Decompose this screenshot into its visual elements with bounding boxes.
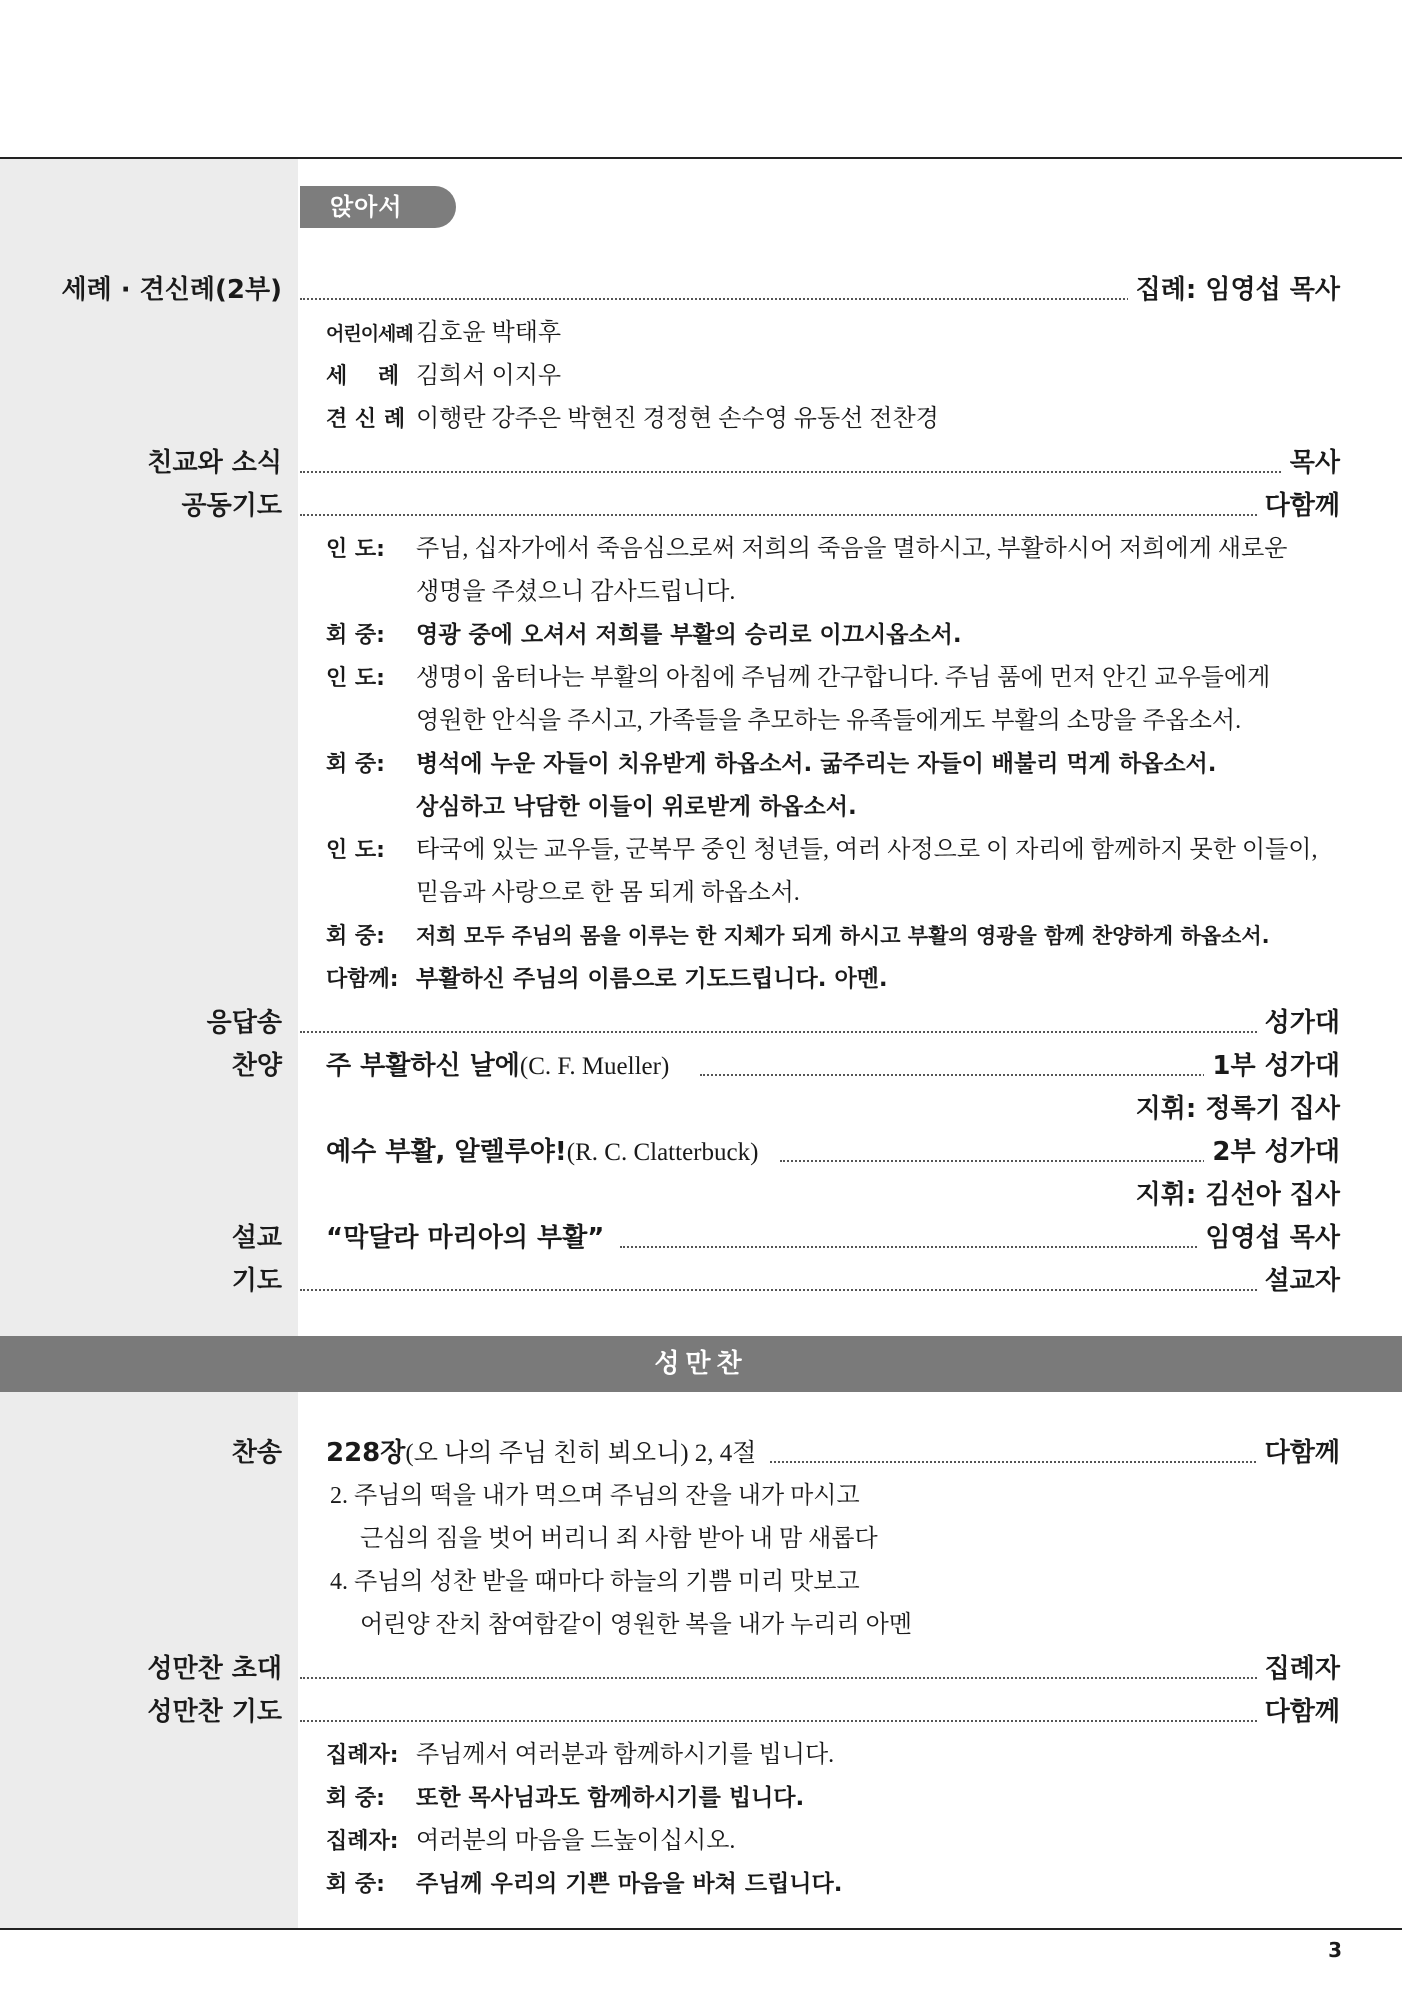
conductor-text: 지휘: 정록기 집사 [1128,1089,1340,1129]
litany-line [326,960,888,999]
line-speaker: 견 신 례 [326,407,406,432]
line-speaker: 집례자: [326,1829,399,1854]
row-right: 1부 성가대 [1204,1046,1340,1086]
leader-dots [300,1720,1300,1722]
line-text: 주님께 우리의 기쁜 마음을 바쳐 드립니다. [416,1871,843,1897]
row-right: 집례자 [1257,1649,1340,1689]
leader-dots [300,471,1300,473]
anthem-conductor [0,1089,1402,1129]
line-text: 부활하신 주님의 이름으로 기도드립니다. 아멘. [416,966,888,992]
litany-line [416,788,857,826]
row-label: 친교와 소식 [147,448,282,478]
line-text: 영광 중에 오셔서 저희를 부활의 승리로 이끄시옵소서. [416,622,962,648]
row-label: 세례 · 견신례(2부) [61,275,282,305]
litany-line [326,530,1287,569]
row-right: 집례: 임영섭 목사 [1128,270,1340,310]
line-speaker: 인 도: [326,537,385,562]
line-text: 여러분의 마음을 드높이십시오. [416,1828,736,1854]
conductor-text: 지휘: 김선아 집사 [1128,1175,1340,1215]
line-text: 김호윤 박태후 [416,320,562,346]
baptism-line [326,357,561,396]
order-row-anthem [0,1046,1402,1086]
section-pill: 앉아서 [300,186,456,228]
line-text: 믿음과 사랑으로 한 몸 되게 하옵소서. [416,880,800,906]
line-text: 상심하고 낙담한 이들이 위로받게 하옵소서. [416,794,857,820]
row-label: 설교 [231,1223,282,1253]
line-speaker: 인 도: [326,666,385,691]
line-speaker: 다함께: [326,967,399,992]
litany-line [326,659,1270,698]
hymn-title: 228장(오 나의 주님 친히 뵈오니) 2, 4절 [326,1433,766,1474]
row-right: 임영섭 목사 [1197,1218,1340,1258]
row-right: 다함께 [1257,1692,1340,1732]
order-row-hymn [0,1433,1402,1473]
line-text: 생명이 움터나는 부활의 아침에 주님께 간구합니다. 주님 품에 먼저 안긴 교우들에게 [416,665,1271,691]
line-text: 또한 목사님과도 함께하시기를 빕니다. [416,1785,805,1811]
line-speaker: 회 중: [326,1786,385,1811]
row-right: 성가대 [1257,1003,1340,1043]
line-speaker: 어린이세례 [326,323,413,345]
line-speaker: 회 중: [326,752,385,777]
order-row-fellowship [0,443,1402,483]
litany-line [416,573,735,611]
row-label: 기도 [231,1266,282,1296]
anthem-title: 예수 부활, 알렐루야!(R. C. Clatterbuck) [326,1132,768,1173]
hymn-verse-line: 2. 주님의 떡을 내가 먹으며 주님의 잔을 내가 마시고 [330,1483,860,1509]
litany-line [326,616,962,655]
communion-section-band: 성만찬 [0,1336,1402,1392]
line-text: 영원한 안식을 주시고, 가족들을 추모하는 유족들에게도 부활의 소망을 주옵소서. [416,708,1242,734]
line-speaker: 세 례 [326,364,400,389]
row-right: 목사 [1282,443,1340,483]
line-text: 저희 모두 주님의 몸을 이루는 한 지체가 되게 하시고 부활의 영광을 함께 찬양하게 하옵소서. [416,924,1270,948]
order-row-communion-invite [0,1649,1402,1689]
sermon-title: “막달라 마리아의 부활” [326,1218,614,1258]
line-speaker: 인 도: [326,838,385,863]
row-label: 성만찬 초대 [147,1654,282,1684]
baptism-line [326,314,561,353]
order-row-prayer2 [0,1261,1402,1301]
line-text: 김희서 이지우 [416,363,562,389]
baptism-line [326,400,939,439]
leader-dots [300,1031,1300,1033]
line-speaker: 집례자: [326,1743,399,1768]
line-text: 주님께서 여러분과 함께하시기를 빕니다. [416,1742,835,1768]
row-right: 2부 성가대 [1204,1132,1340,1172]
leader-dots [770,1461,1300,1463]
page-number: 3 [1328,1938,1342,1962]
hymn-verse-line: 4. 주님의 성찬 받을 때마다 하늘의 기쁨 미리 맛보고 [330,1569,860,1595]
order-row-communion-prayer [0,1692,1402,1732]
line-speaker: 회 중: [326,623,385,648]
row-label: 찬양 [231,1051,282,1081]
leader-dots [300,1289,1300,1291]
litany-line [416,874,800,912]
litany-line [416,702,1241,740]
line-text: 병석에 누운 자들이 치유받게 하옵소서. 굶주리는 자들이 배불리 먹게 하옵소서. [416,751,1217,777]
row-right: 다함께 [1257,486,1340,526]
order-row-prayer [0,486,1402,526]
row-label: 공동기도 [181,491,282,521]
line-speaker: 회 중: [326,924,385,949]
line-speaker: 회 중: [326,1872,385,1897]
leader-dots [300,514,1300,516]
order-row-response [0,1003,1402,1043]
order-row-anthem-2 [0,1132,1402,1172]
anthem-title: 주 부활하신 날에(C. F. Mueller) [326,1046,679,1087]
line-text: 이행란 강주은 박현진 경정현 손수영 유동선 전찬경 [416,406,939,432]
row-label: 응답송 [206,1008,282,1038]
hymn-verse-line: 근심의 짐을 벗어 버리니 죄 사함 받아 내 맘 새롭다 [360,1526,878,1552]
hymn-verse-line: 어린양 잔치 참여함같이 영원한 복을 내가 누리리 아멘 [360,1612,913,1638]
line-text: 타국에 있는 교우들, 군복무 중인 청년들, 여러 사정으로 이 자리에 함께하지 못한 이들이, [416,837,1318,863]
dialogue-line [326,1822,735,1861]
row-right: 다함께 [1257,1433,1340,1473]
litany-line [326,917,1270,956]
order-row-sermon [0,1218,1402,1258]
line-text: 생명을 주셨으니 감사드립니다. [416,579,736,605]
leader-dots [300,1677,1300,1679]
row-right: 설교자 [1257,1261,1340,1301]
row-label: 찬송 [231,1438,282,1468]
litany-line [326,831,1317,870]
order-row-baptism [0,270,1402,310]
line-text: 주님, 십자가에서 죽음심으로써 저희의 죽음을 멸하시고, 부활하시어 저희에게 새로운 [416,536,1288,562]
litany-line [326,745,1217,784]
dialogue-line [326,1779,804,1818]
bottom-rule [0,1928,1402,1930]
dialogue-line [326,1865,842,1904]
row-label: 성만찬 기도 [147,1697,282,1727]
anthem-conductor [0,1175,1402,1215]
dialogue-line [326,1736,834,1775]
